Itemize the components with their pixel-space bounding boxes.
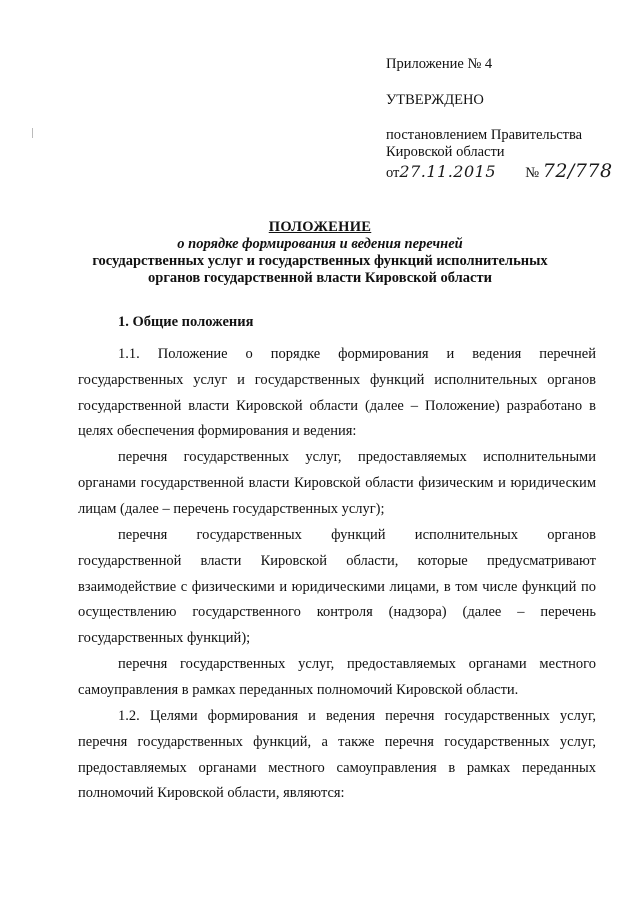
handwritten-number: 72/778: [542, 160, 613, 182]
approved-by-line1: постановлением Правительства: [386, 127, 583, 143]
appendix-label: Приложение № 4: [386, 56, 493, 72]
number-prefix: №: [525, 165, 540, 181]
paragraph-1-2: 1.2. Целями формирования и ведения перечня государственных услуг, перечня государственных функций, а также перечня государственных услуг, предоставляемых органами местного самоуправления в рамках переданных полномочий Кировской области, являются:: [78, 708, 596, 802]
date-number-line: [386, 160, 613, 182]
section-heading: 1. Общие положения: [118, 314, 254, 330]
document-subtitle-line3: органов государственной власти Кировской области: [148, 270, 492, 286]
scan-artifact: [32, 128, 33, 138]
document-subtitle-line1: о порядке формирования и ведения перечней: [177, 236, 463, 252]
handwritten-date: 27.11.2015: [399, 162, 497, 181]
approved-by-line2: Кировской области: [386, 144, 505, 160]
paragraph-list-item-1: перечня государственных услуг, предоставляемых исполнительными органами государственной власти Кировской области физическим и юридическим лицам (далее – перечень государственных услуг);: [78, 449, 596, 517]
paragraph-list-item-3: перечня государственных услуг, предоставляемых органами местного самоуправления в рамках переданных полномочий Кировской области.: [78, 656, 596, 698]
approved-label: УТВЕРЖДЕНО: [386, 92, 484, 108]
paragraph-list-item-2: перечня государственных функций исполнительных органов государственной власти Кировской области, которые предусматривают взаимодействие с физическими и юридическими лицами, в том числе функций по осуществлению государственного контроля (надзора) (далее – перечень государственных функций);: [78, 527, 596, 647]
date-prefix: от: [386, 165, 400, 181]
document-subtitle-line2: государственных услуг и государственных функций исполнительных: [92, 253, 548, 269]
paragraph-1-1: 1.1. Положение о порядке формирования и ведения перечней государственных услуг и государственных функций исполнительных органов государственной власти Кировской области (далее – Положение) разработано в целях обеспечения формирования и ведения:: [78, 346, 596, 440]
document-title: ПОЛОЖЕНИЕ: [268, 219, 372, 235]
